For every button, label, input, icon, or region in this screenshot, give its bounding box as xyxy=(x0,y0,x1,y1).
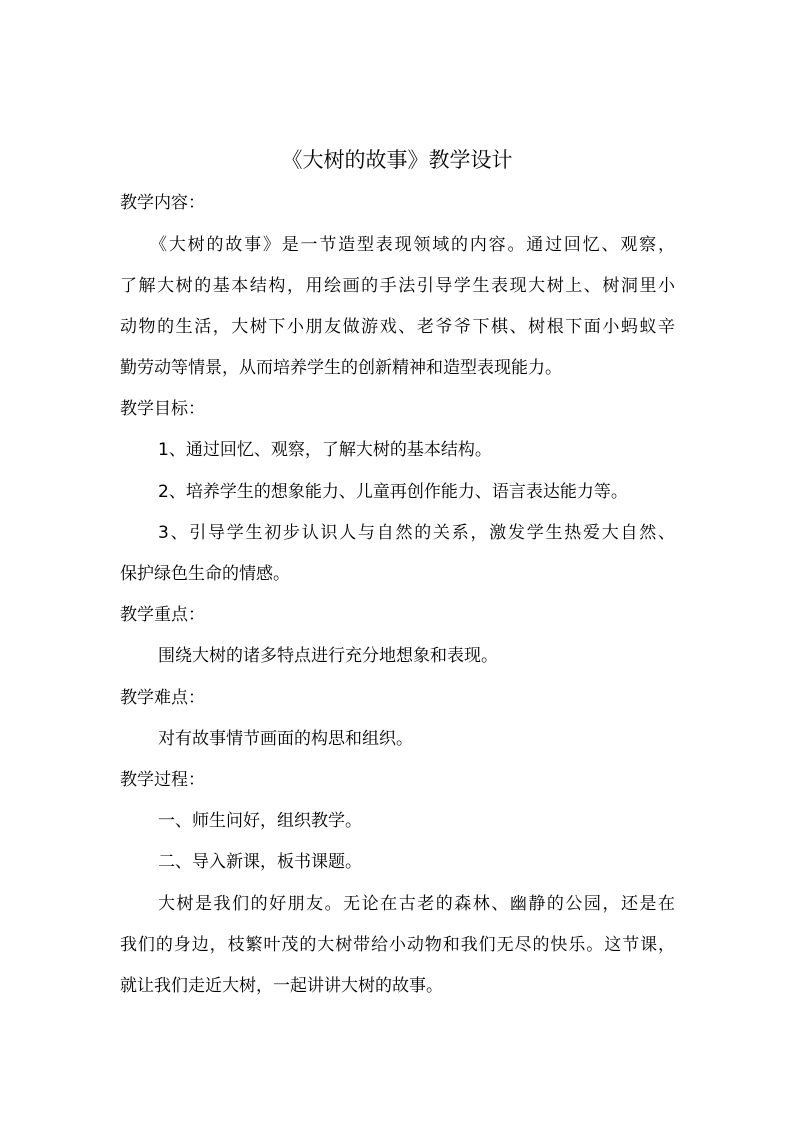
difficulty-heading: 教学难点： xyxy=(120,688,205,708)
intro-line-2: 我们的身边，枝繁叶茂的大树带给小动物和我们无尽的快乐。这节课， xyxy=(120,935,675,955)
goal-2: 2、培养学生的想象能力、儿童再创作能力、语言表达能力等。 xyxy=(158,482,628,502)
difficulty-text: 对有故事情节画面的构思和组织。 xyxy=(158,729,413,749)
content-line-2: 了解大树的基本结构，用绘画的手法引导学生表现大树上、树洞里小 xyxy=(120,276,675,296)
key-point-text: 围绕大树的诸多特点进行充分地想象和表现。 xyxy=(158,646,498,666)
content-line-4: 勤劳动等情景，从而培养学生的创新精神和造型表现能力。 xyxy=(120,358,562,378)
document-title: 《大树的故事》教学设计 xyxy=(281,148,513,172)
intro-line-1: 大树是我们的好朋友。无论在古老的森林、幽静的公园，还是在 xyxy=(158,894,675,914)
content-line-3: 动物的生活，大树下小朋友做游戏、老爷爷下棋、树根下面小蚂蚁辛 xyxy=(120,317,675,337)
intro-line-3: 就让我们走近大树，一起讲讲大树的故事。 xyxy=(120,976,443,996)
process-heading: 教学过程： xyxy=(120,770,205,790)
process-step-2: 二、导入新课，板书课题。 xyxy=(158,852,362,872)
process-step-1: 一、师生问好，组织教学。 xyxy=(158,811,362,831)
content-heading: 教学内容： xyxy=(120,193,205,213)
key-point-heading: 教学重点： xyxy=(120,605,205,625)
goal-1: 1、通过回忆、观察，了解大树的基本结构。 xyxy=(158,440,492,460)
goal-3-line-2: 保护绿色生命的情感。 xyxy=(120,564,290,584)
content-line-1: 《大树的故事》是一节造型表现领域的内容。通过回忆、观察， xyxy=(150,235,675,255)
goal-3-line-1: 3、引导学生初步认识人与自然的关系，激发学生热爱大自然、 xyxy=(158,523,675,543)
goals-heading: 教学目标： xyxy=(120,399,205,419)
